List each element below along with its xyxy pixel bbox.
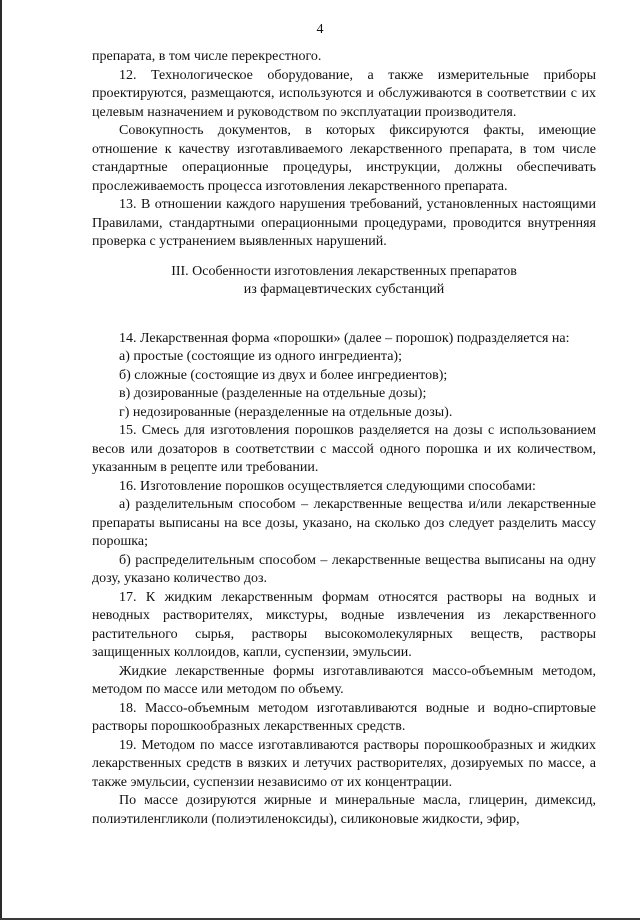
document-body [92,48,596,829]
page-number: 4 [316,22,324,37]
paragraph-19: 19. Методом по массе изготавливаются растворы порошкообразных и жидких лекарственных средств в вязких и летучих растворителях, дозируемых по массе, а также эмульсии, суспензии независимо от их концентрации. [92,737,596,790]
list-item-a: а) простые (состоящие из одного ингредиента); [119,349,402,364]
list-item-d: г) недозированные (неразделенные на отдельные дозы). [119,404,453,420]
section-heading-line-2: из фармацевтических субстанций [243,282,445,297]
paragraph-15: 15. Смесь для изготовления порошков разделяется на дозы с использованием весов или дозаторов в соответствии с массой одного порошка и их количеством, указанным в рецепте или требовании. [92,423,596,475]
paragraph-mass-dosing: По массе дозируются жирные и минеральные масла, глицерин, димексид, полиэтиленгликоли (полиэтиленоксиды), силиконовые жидкости, эфир, [92,793,596,827]
list-item-b: б) сложные (состоящие из двух и более ингредиентов); [119,367,448,383]
paragraph-14: 14. Лекарственная форма «порошки» (далее – порошок) подразделяется на: [119,330,570,346]
paragraph-13: 13. В отношении каждого нарушения требований, установленных настоящими Правилами, стандартными операционными процедурами, проводится внутренняя проверка с устранением выявленных нарушений. [92,197,596,249]
list-item-c: в) дозированные (разделенные на отдельные дозы); [119,386,427,401]
paragraph-17: 17. К жидким лекарственным формам относятся растворы на водных и неводных растворителях, микстуры, водные извлечения из лекарственного растительного сырья, растворы высокомолекулярных веществ, растворы защищенных коллоидов, капли, суспензии, эмульсии. [92,589,596,660]
paragraph-12: 12. Технологическое оборудование, а также измерительные приборы проектируются, размещаются, используются и обслуживаются в соответствии с их целевым назначением и руководством по эксплуатации производителя. [92,67,596,120]
paragraph-18: 18. Массо-объемным методом изготавливаются водные и водно-спиртовые растворы порошкообразных лекарственных средств. [92,700,596,734]
section-heading-line-1: III. Особенности изготовления лекарственных препаратов [171,263,517,279]
scan-left-edge [0,0,2,920]
paragraph-liquid-forms: Жидкие лекарственные формы изготавливаются массо-объемным методом, методом по массе или методом по объему. [92,663,596,697]
list-item-16b: б) распределительным способом – лекарственные вещества выписаны на одну дозу, указано количество доз. [92,552,596,586]
paragraph-continuation: препарата, в том числе перекрестного. [92,49,322,64]
list-item-16a: а) разделительным способом – лекарственные вещества и/или лекарственные препараты выписаны на все дозы, указано, на сколько доз следует разделить массу порошка; [92,497,596,549]
paragraph-documents: Совокупность документов, в которых фиксируются факты, имеющие отношение к качеству изготавливаемого лекарственного препарата, в том числе стандартные операционные процедуры, инструкции, должны обеспечивать прослеживаемость процесса изготовления лекарственного препарата. [92,123,596,194]
paragraph-16: 16. Изготовление порошков осуществляется следующими способами: [119,478,536,494]
